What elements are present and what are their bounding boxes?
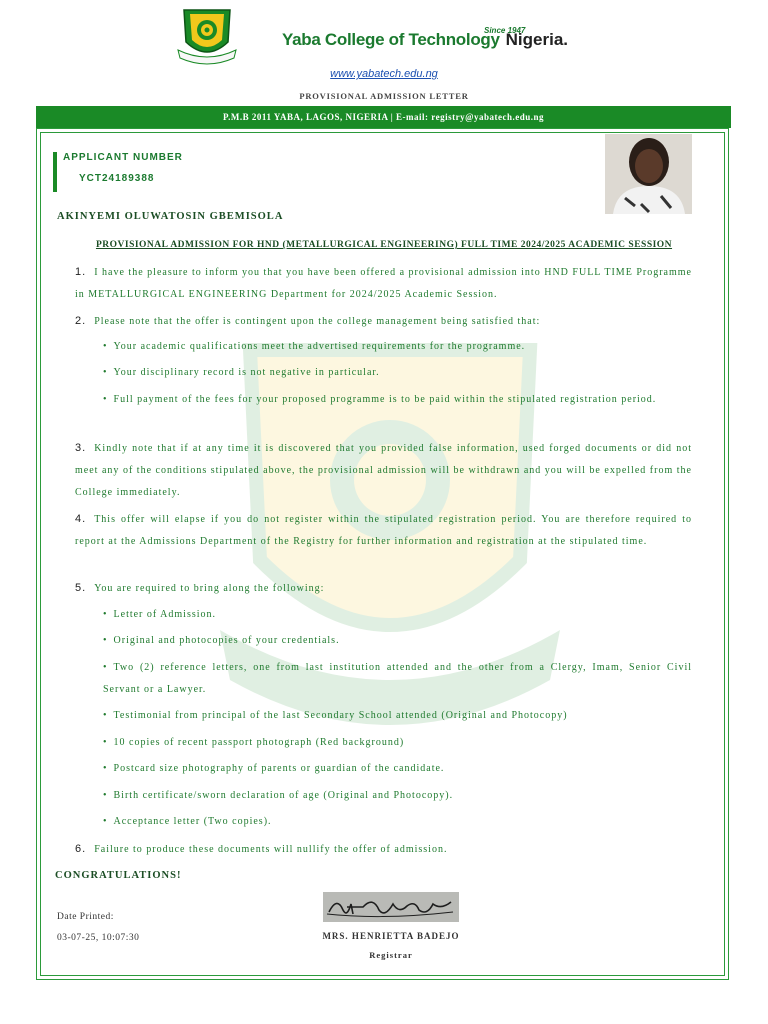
paragraph-number: 5. (75, 582, 87, 594)
letter-subject: PROVISIONAL ADMISSION FOR HND (METALLURGICAL ENGINEERING) FULL TIME 2024/2025 ACADEMIC SESSION (95, 240, 673, 250)
paragraph-4 (75, 508, 692, 553)
congratulations-text: CONGRATULATIONS! (55, 870, 182, 881)
signatory-name: MRS. HENRIETTA BADEJO (322, 931, 460, 941)
paragraph-3 (75, 437, 692, 504)
college-crest-logo (174, 4, 240, 68)
paragraph-text: Please note that the offer is contingent upon the college management being satisfied that: (94, 316, 541, 327)
paragraph-number: 2. (75, 315, 87, 327)
paragraph-number: 4. (75, 513, 87, 525)
paragraph-6 (75, 838, 692, 861)
paragraph-2 (75, 310, 692, 333)
requirement-item: • Original and photocopies of your credentials. (103, 635, 340, 646)
paragraph-number: 6. (75, 843, 87, 855)
requirement-item: • Postcard size photography of parents or guardian of the candidate. (103, 763, 445, 774)
applicant-photo (605, 134, 692, 214)
requirement-item: • Testimonial from principal of the last Secondary School attended (Original and Photocopy) (103, 710, 568, 721)
website-link[interactable]: www.yabatech.edu.ng (330, 68, 438, 80)
paragraph-text: I have the pleasure to inform you that you have been offered a provisional admission into HND FULL TIME Programme in METALLURGICAL ENGINEERING Department for 2024/2025 Academic Session. (75, 267, 692, 300)
condition-item: • Your academic qualifications meet the advertised requirements for the programme. (103, 341, 526, 352)
condition-item: • Full payment of the fees for your proposed programme is to be paid within the stipulated registration period. (103, 394, 657, 405)
paragraph-text: Kindly note that if at any time it is discovered that you provided false information, used forged documents or did not meet any of the conditions stipulated above, the provisional admission will be withdrawn and you will be expelled from the College immediately. (75, 443, 692, 498)
paragraph-number: 3. (75, 442, 87, 454)
requirement-item: • Two (2) reference letters, one from last institution attended and the other from a Clergy, Imam, Senior Civil Servant or a Lawyer. (103, 662, 692, 695)
applicant-number-block (53, 152, 183, 192)
paragraph-5 (75, 577, 692, 600)
signatory-title: Registrar (369, 950, 413, 960)
since-year: Since 1947 (484, 26, 526, 35)
registrar-signature (323, 892, 459, 922)
requirement-item: • Letter of Admission. (103, 609, 217, 620)
applicant-number: YCT24189388 (79, 173, 155, 184)
paragraph-1 (75, 261, 692, 306)
paragraph-number: 1. (75, 266, 87, 278)
condition-item: • Your disciplinary record is not negative in particular. (103, 367, 380, 378)
paragraph-text: This offer will elapse if you do not register within the stipulated registration period. You are therefore required to report at the Admissions Department of the Registry for further information and registration at the stipulated time. (75, 514, 692, 547)
document-title: PROVISIONAL ADMISSION LETTER (299, 91, 469, 101)
college-brand (282, 26, 569, 50)
address-bar: P.M.B 2011 YABA, LAGOS, NIGERIA | E-mail: registry@yabatech.edu.ng (36, 106, 731, 128)
applicant-name: AKINYEMI OLUWATOSIN GBEMISOLA (57, 211, 284, 222)
country-name: Nigeria. (505, 30, 569, 49)
requirement-item: • 10 copies of recent passport photograph (Red background) (103, 737, 405, 748)
college-name: Yaba College of Technology (282, 30, 500, 49)
applicant-number-label: APPLICANT NUMBER (63, 152, 183, 163)
requirement-item: • Birth certificate/sworn declaration of age (Original and Photocopy). (103, 790, 454, 801)
date-printed-value: 03-07-25, 10:07:30 (57, 933, 140, 943)
paragraph-text: Failure to produce these documents will nullify the offer of admission. (94, 844, 448, 855)
date-printed-label: Date Printed: (57, 912, 114, 922)
requirement-item: • Acceptance letter (Two copies). (103, 816, 272, 827)
paragraph-text: You are required to bring along the following: (94, 583, 325, 594)
